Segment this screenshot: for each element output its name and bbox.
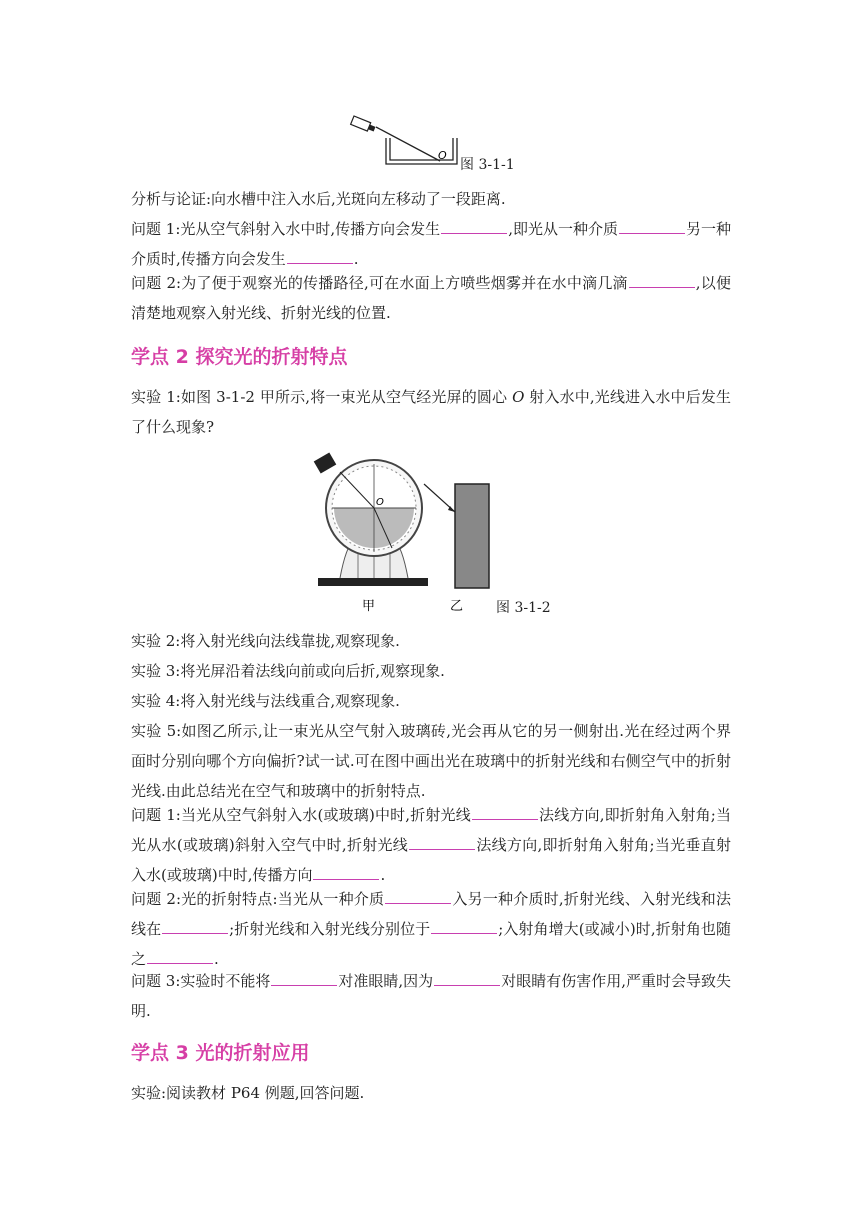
q2-text-a: 问题 2:为了便于观察光的传播路径,可在水面上方喷些烟雾并在水中滴几滴 (131, 274, 628, 292)
label-jia: 甲 (362, 599, 376, 614)
q1-text-c: 另一种介质时,传播方向会发生 (131, 220, 731, 268)
blank[interactable] (472, 818, 538, 820)
q2-text-b: ,以便清楚地观察入射光线、折射光线的位置. (131, 274, 731, 322)
point-o-label: O (438, 149, 447, 162)
analysis-text: 分析与论证:向水槽中注入水后,光斑向左移动了一段距离. (131, 190, 506, 208)
section-heading-3: 学点 3 光的折射应用 (131, 1042, 310, 1064)
q1-text-a: 问题 1:光从空气斜射入水中时,传播方向会发生 (131, 220, 441, 238)
exp1-point-o: O (512, 388, 525, 406)
experiment-5: 实验 5:如图乙所示,让一束光从空气射入玻璃砖,光会再从它的另一侧射出.光在经过两个界面时分别向哪个方向偏折?试一试.可在图中画出光在玻璃中的折射光线和右侧空气中的折射光线.由此总结光在空气和玻璃中的折射特点. (131, 722, 731, 800)
blank[interactable] (271, 984, 337, 986)
q5-text-c: 对眼睛有伤害作用,严重时会导致失明. (131, 972, 731, 1020)
q5-text-b: 对准眼睛,因为 (338, 972, 434, 990)
q4-text-e: . (214, 950, 219, 968)
refraction-apparatus-diagram (310, 450, 570, 618)
q1-text-d: . (353, 250, 359, 268)
q3-text-b: 法线方向,即折射角 (538, 806, 666, 824)
blank[interactable] (629, 286, 695, 288)
q3-text-f: . (380, 866, 386, 884)
exp1-text-b: 射入水中,光线进入水中后发生了什么现象? (131, 388, 731, 436)
section-heading-2: 学点 2 探究光的折射特点 (131, 346, 348, 368)
blank[interactable] (431, 932, 497, 934)
blank[interactable] (287, 262, 353, 264)
q5-text-a: 问题 3:实验时不能将 (131, 972, 271, 990)
figure-3-1-2 (310, 450, 570, 618)
experiment-3: 实验 3:将光屏沿着法线向前或向后折,观察现象. (131, 662, 445, 680)
experiment-2: 实验 2:将入射光线向法线靠拢,观察现象. (131, 632, 400, 650)
experiment-1 (131, 382, 731, 442)
q4-text-c: ;折射光线和入射光线分别位于 (229, 920, 431, 938)
question-refraction-1 (131, 800, 731, 890)
question-1 (131, 214, 731, 274)
blank[interactable] (385, 902, 451, 904)
blank[interactable] (313, 878, 379, 880)
question-refraction-2 (131, 884, 731, 974)
figure-caption: 图 3-1-1 (460, 157, 515, 173)
question-2 (131, 268, 731, 328)
blank[interactable] (441, 232, 507, 234)
figure-3-1-1 (340, 106, 530, 174)
blank[interactable] (619, 232, 685, 234)
blank[interactable] (147, 962, 213, 964)
blank[interactable] (434, 984, 500, 986)
q4-text-d: ;入射角增大(或减小)时,折射角也随之 (131, 920, 731, 968)
point-o-label: O (376, 497, 384, 508)
figure-caption: 图 3-1-2 (496, 600, 551, 616)
question-refraction-3 (131, 966, 731, 1026)
label-yi: 乙 (450, 599, 464, 614)
q3-text-d: 法线方向,即折射角 (476, 836, 604, 854)
q4-text-b: 入另一种介质时,折射光线、入射光线和法线在 (131, 890, 731, 938)
blank[interactable] (162, 932, 228, 934)
q3-text-c: 入射角;当光从水(或玻璃)斜射入空气中时,折射光线 (131, 806, 731, 854)
q3-text-a: 问题 1:当光从空气斜射入水(或玻璃)中时,折射光线 (131, 806, 471, 824)
q1-text-b: ,即光从一种介质 (508, 220, 618, 238)
q4-text-a: 问题 2:光的折射特点:当光从一种介质 (131, 890, 385, 908)
q3-text-e: 入射角;当光垂直射入水(或玻璃)中时,传播方向 (131, 836, 731, 884)
exp1-text-a: 实验 1:如图 3-1-2 甲所示,将一束光从空气经光屏的圆心 (131, 388, 513, 406)
experiment-read: 实验:阅读教材 P64 例题,回答问题. (131, 1084, 365, 1102)
blank[interactable] (409, 848, 475, 850)
experiment-4: 实验 4:将入射光线与法线重合,观察现象. (131, 692, 400, 710)
